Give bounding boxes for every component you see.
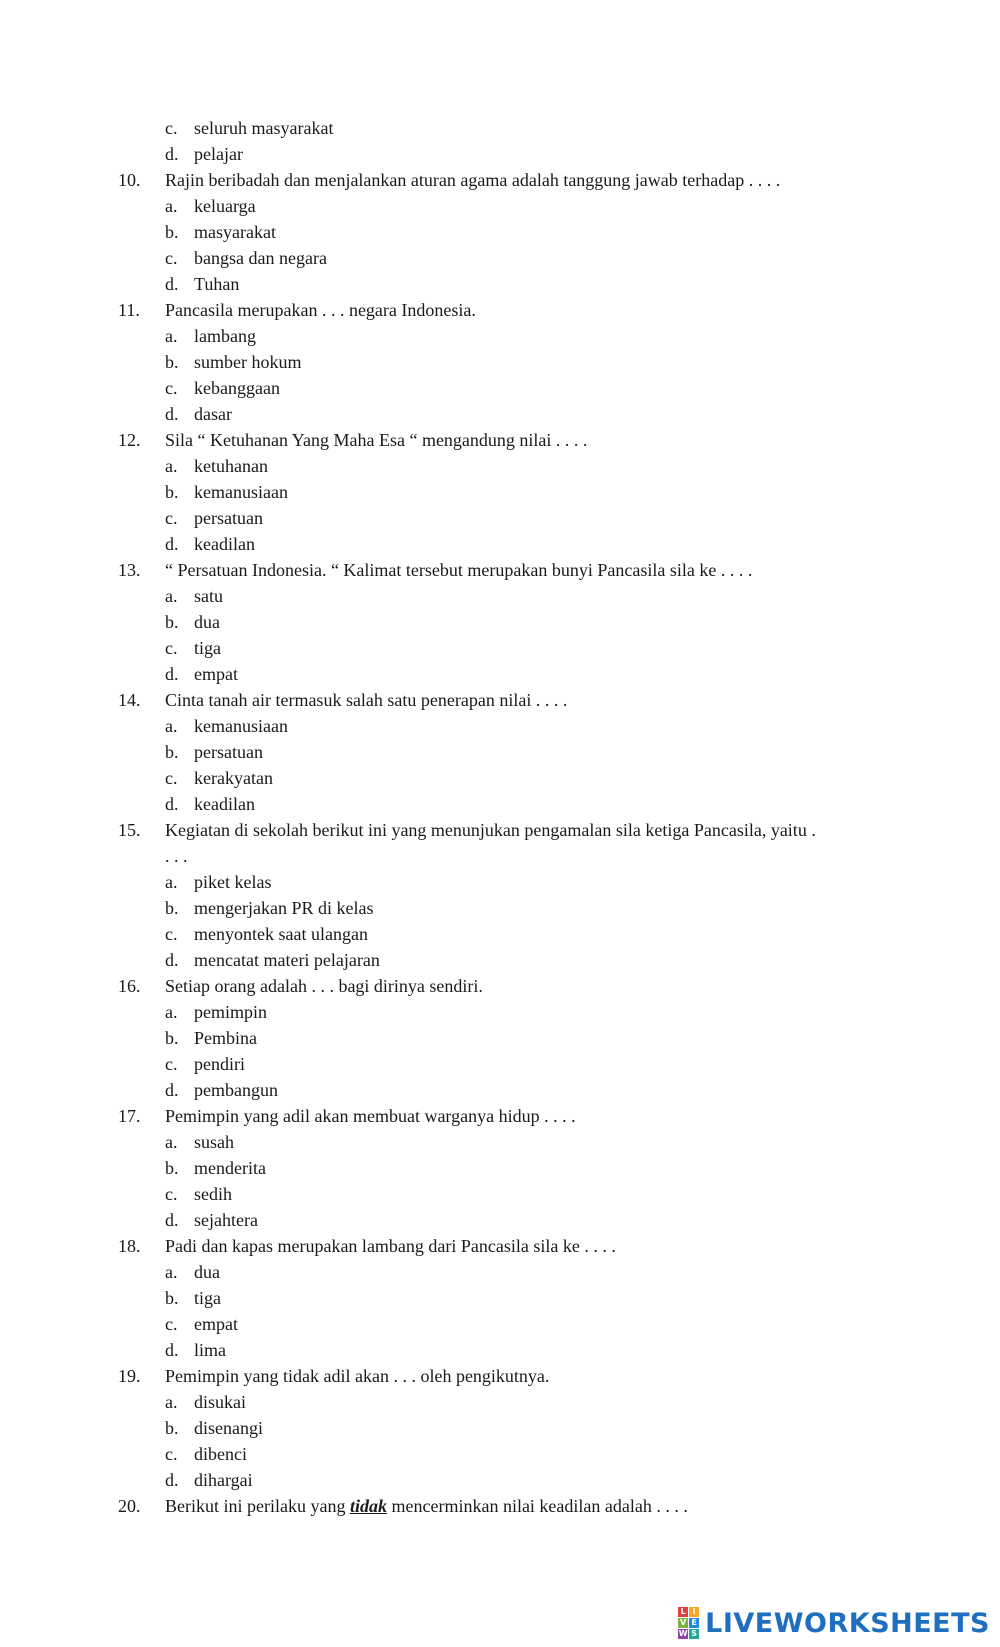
option-row [0,895,1000,921]
option-letter: b. [165,1418,179,1438]
question-text-continuation [0,843,1000,869]
option-letter: d. [165,1210,179,1230]
option-text: tiga [194,638,221,658]
option-letter: d. [165,794,179,814]
option-row [0,505,1000,531]
option-row [0,791,1000,817]
question-text-after: mencerminkan nilai keadilan adalah . . . . [386,1496,688,1516]
option-row [0,635,1000,661]
option-row [0,1285,1000,1311]
option-letter: d. [165,664,179,684]
question-text: Sila “ Ketuhanan Yang Maha Esa “ mengandung nilai . . . . [165,430,588,450]
question-15 [0,817,1000,843]
option-text: mencatat materi pelajaran [194,950,380,970]
option-letter: d. [165,534,179,554]
question-14 [0,687,1000,713]
option-letter: b. [165,1028,179,1048]
option-row [0,219,1000,245]
option-letter: a. [165,586,178,606]
option-text: menderita [194,1158,266,1178]
option-row [0,1259,1000,1285]
question-19 [0,1363,1000,1389]
option-row [0,1389,1000,1415]
question-text: Setiap orang adalah . . . bagi dirinya sendiri. [165,976,483,996]
question-text: Cinta tanah air termasuk salah satu penerapan nilai . . . . [165,690,568,710]
option-text: ketuhanan [194,456,268,476]
logo-tile: I [689,1607,699,1617]
option-row [0,1311,1000,1337]
option-text: masyarakat [194,222,276,242]
option-row [0,1415,1000,1441]
question-number: 20. [118,1496,141,1516]
question-text: Padi dan kapas merupakan lambang dari Pancasila sila ke . . . . [165,1236,616,1256]
option-row [0,479,1000,505]
question-number: 16. [118,976,141,996]
option-row [0,245,1000,271]
option-text: kerakyatan [194,768,273,788]
option-letter: c. [165,378,178,398]
option-letter: d. [165,1080,179,1100]
option-text: menyontek saat ulangan [194,924,368,944]
option-row [0,1051,1000,1077]
option-text: mengerjakan PR di kelas [194,898,374,918]
option-letter: c. [165,1184,178,1204]
option-row [0,947,1000,973]
option-text: persatuan [194,742,263,762]
option-row [0,609,1000,635]
option-row [0,271,1000,297]
option-text: sejahtera [194,1210,258,1230]
option-text: keluarga [194,196,256,216]
option-text: kebanggaan [194,378,280,398]
option-text: disukai [194,1392,246,1412]
option-letter: b. [165,612,179,632]
option-text: pendiri [194,1054,245,1074]
liveworksheets-logo-icon [678,1607,699,1639]
option-text: Pembina [194,1028,257,1048]
option-row [0,453,1000,479]
question-17 [0,1103,1000,1129]
option-text: dihargai [194,1470,253,1490]
option-letter: b. [165,1288,179,1308]
question-text: Pemimpin yang adil akan membuat warganya hidup . . . . [165,1106,576,1126]
option-row [0,1155,1000,1181]
question-number: 11. [118,300,140,320]
option-row [0,531,1000,557]
option-text: susah [194,1132,234,1152]
worksheet-document [0,115,1000,1519]
question-text: Rajin beribadah dan menjalankan aturan agama adalah tanggung jawab terhadap . . . . [165,170,781,190]
question-18 [0,1233,1000,1259]
option-row [0,1207,1000,1233]
option-row [0,193,1000,219]
option-text: Tuhan [194,274,240,294]
option-letter: c. [165,924,178,944]
option-row [0,739,1000,765]
option-row [0,1441,1000,1467]
option-row [0,661,1000,687]
question-text: Pemimpin yang tidak adil akan . . . oleh pengikutnya. [165,1366,550,1386]
option-text: pemimpin [194,1002,267,1022]
option-row [0,1337,1000,1363]
option-row [0,999,1000,1025]
option-text: piket kelas [194,872,272,892]
question-number: 17. [118,1106,141,1126]
question-text [165,1493,688,1519]
option-letter: c. [165,638,178,658]
option-text: persatuan [194,508,263,528]
question-number: 18. [118,1236,141,1256]
option-text: bangsa dan negara [194,248,327,268]
option-text: disenangi [194,1418,263,1438]
option-text: dasar [194,404,232,424]
option-letter: a. [165,1002,178,1022]
question-number: 10. [118,170,141,190]
question-number: 12. [118,430,141,450]
option-letter: a. [165,196,178,216]
option-text: tiga [194,1288,221,1308]
option-letter: b. [165,742,179,762]
question-20 [0,1493,1000,1519]
option-letter: b. [165,352,179,372]
option-letter: c. [165,768,178,788]
option-letter: d. [165,1470,179,1490]
option-row [0,141,1000,167]
logo-tile: V [680,1618,687,1627]
logo-tile: E [689,1618,699,1628]
option-letter: c. [165,118,178,138]
question-text: “ Persatuan Indonesia. “ Kalimat tersebut merupakan bunyi Pancasila sila ke . . . . [165,560,753,580]
option-text: sumber hokum [194,352,302,372]
option-text: lima [194,1340,226,1360]
option-text: lambang [194,326,256,346]
option-text: pelajar [194,144,243,164]
option-text: seluruh masyarakat [194,118,334,138]
logo-tile: W [678,1629,688,1638]
liveworksheets-watermark [678,1606,990,1640]
logo-tile: S [689,1629,699,1639]
option-letter: d. [165,950,179,970]
option-row [0,869,1000,895]
emphasis-word: tidak [349,1496,387,1516]
option-letter: a. [165,1392,178,1412]
option-letter: d. [165,144,179,164]
question-number: 15. [118,820,141,840]
logo-tile: L [678,1607,688,1617]
option-letter: a. [165,456,178,476]
question-text: Pancasila merupakan . . . negara Indonesia. [165,300,476,320]
option-text: satu [194,586,223,606]
option-row [0,349,1000,375]
option-letter: d. [165,404,179,424]
option-row [0,1077,1000,1103]
option-text: kemanusiaan [194,482,288,502]
option-row [0,583,1000,609]
option-row [0,921,1000,947]
option-row [0,401,1000,427]
option-letter: d. [165,274,179,294]
option-letter: a. [165,1132,178,1152]
question-text: Kegiatan di sekolah berikut ini yang menunjukan pengamalan sila ketiga Pancasila, yaitu . [165,820,816,840]
question-number: 14. [118,690,141,710]
option-letter: b. [165,898,179,918]
option-text: empat [194,664,238,684]
option-text: dua [194,612,220,632]
question-text-cont: . . . [165,846,188,866]
option-letter: b. [165,222,179,242]
option-row [0,1467,1000,1493]
option-text: empat [194,1314,238,1334]
option-letter: c. [165,1054,178,1074]
option-row [0,1181,1000,1207]
option-row [0,375,1000,401]
question-13 [0,557,1000,583]
question-16 [0,973,1000,999]
watermark-text: LIVEWORKSHEETS [705,1607,990,1639]
option-text: kemanusiaan [194,716,288,736]
option-letter: b. [165,1158,179,1178]
option-row [0,713,1000,739]
option-row [0,323,1000,349]
option-letter: b. [165,482,179,502]
option-text: dibenci [194,1444,247,1464]
option-text: pembangun [194,1080,278,1100]
option-text: dua [194,1262,220,1282]
question-text-before: Berikut ini perilaku yang [165,1496,350,1516]
option-letter: c. [165,508,178,528]
option-row [0,1025,1000,1051]
option-letter: c. [165,248,178,268]
question-11 [0,297,1000,323]
option-text: keadilan [194,534,255,554]
option-letter: a. [165,872,178,892]
option-row [0,1129,1000,1155]
question-10 [0,167,1000,193]
option-letter: c. [165,1314,178,1334]
option-letter: a. [165,1262,178,1282]
option-text: sedih [194,1184,232,1204]
question-12 [0,427,1000,453]
option-letter: a. [165,716,178,736]
option-row [0,765,1000,791]
option-letter: d. [165,1340,179,1360]
option-letter: a. [165,326,178,346]
option-letter: c. [165,1444,178,1464]
question-number: 13. [118,560,141,580]
option-text: keadilan [194,794,255,814]
question-number: 19. [118,1366,141,1386]
option-row [0,115,1000,141]
